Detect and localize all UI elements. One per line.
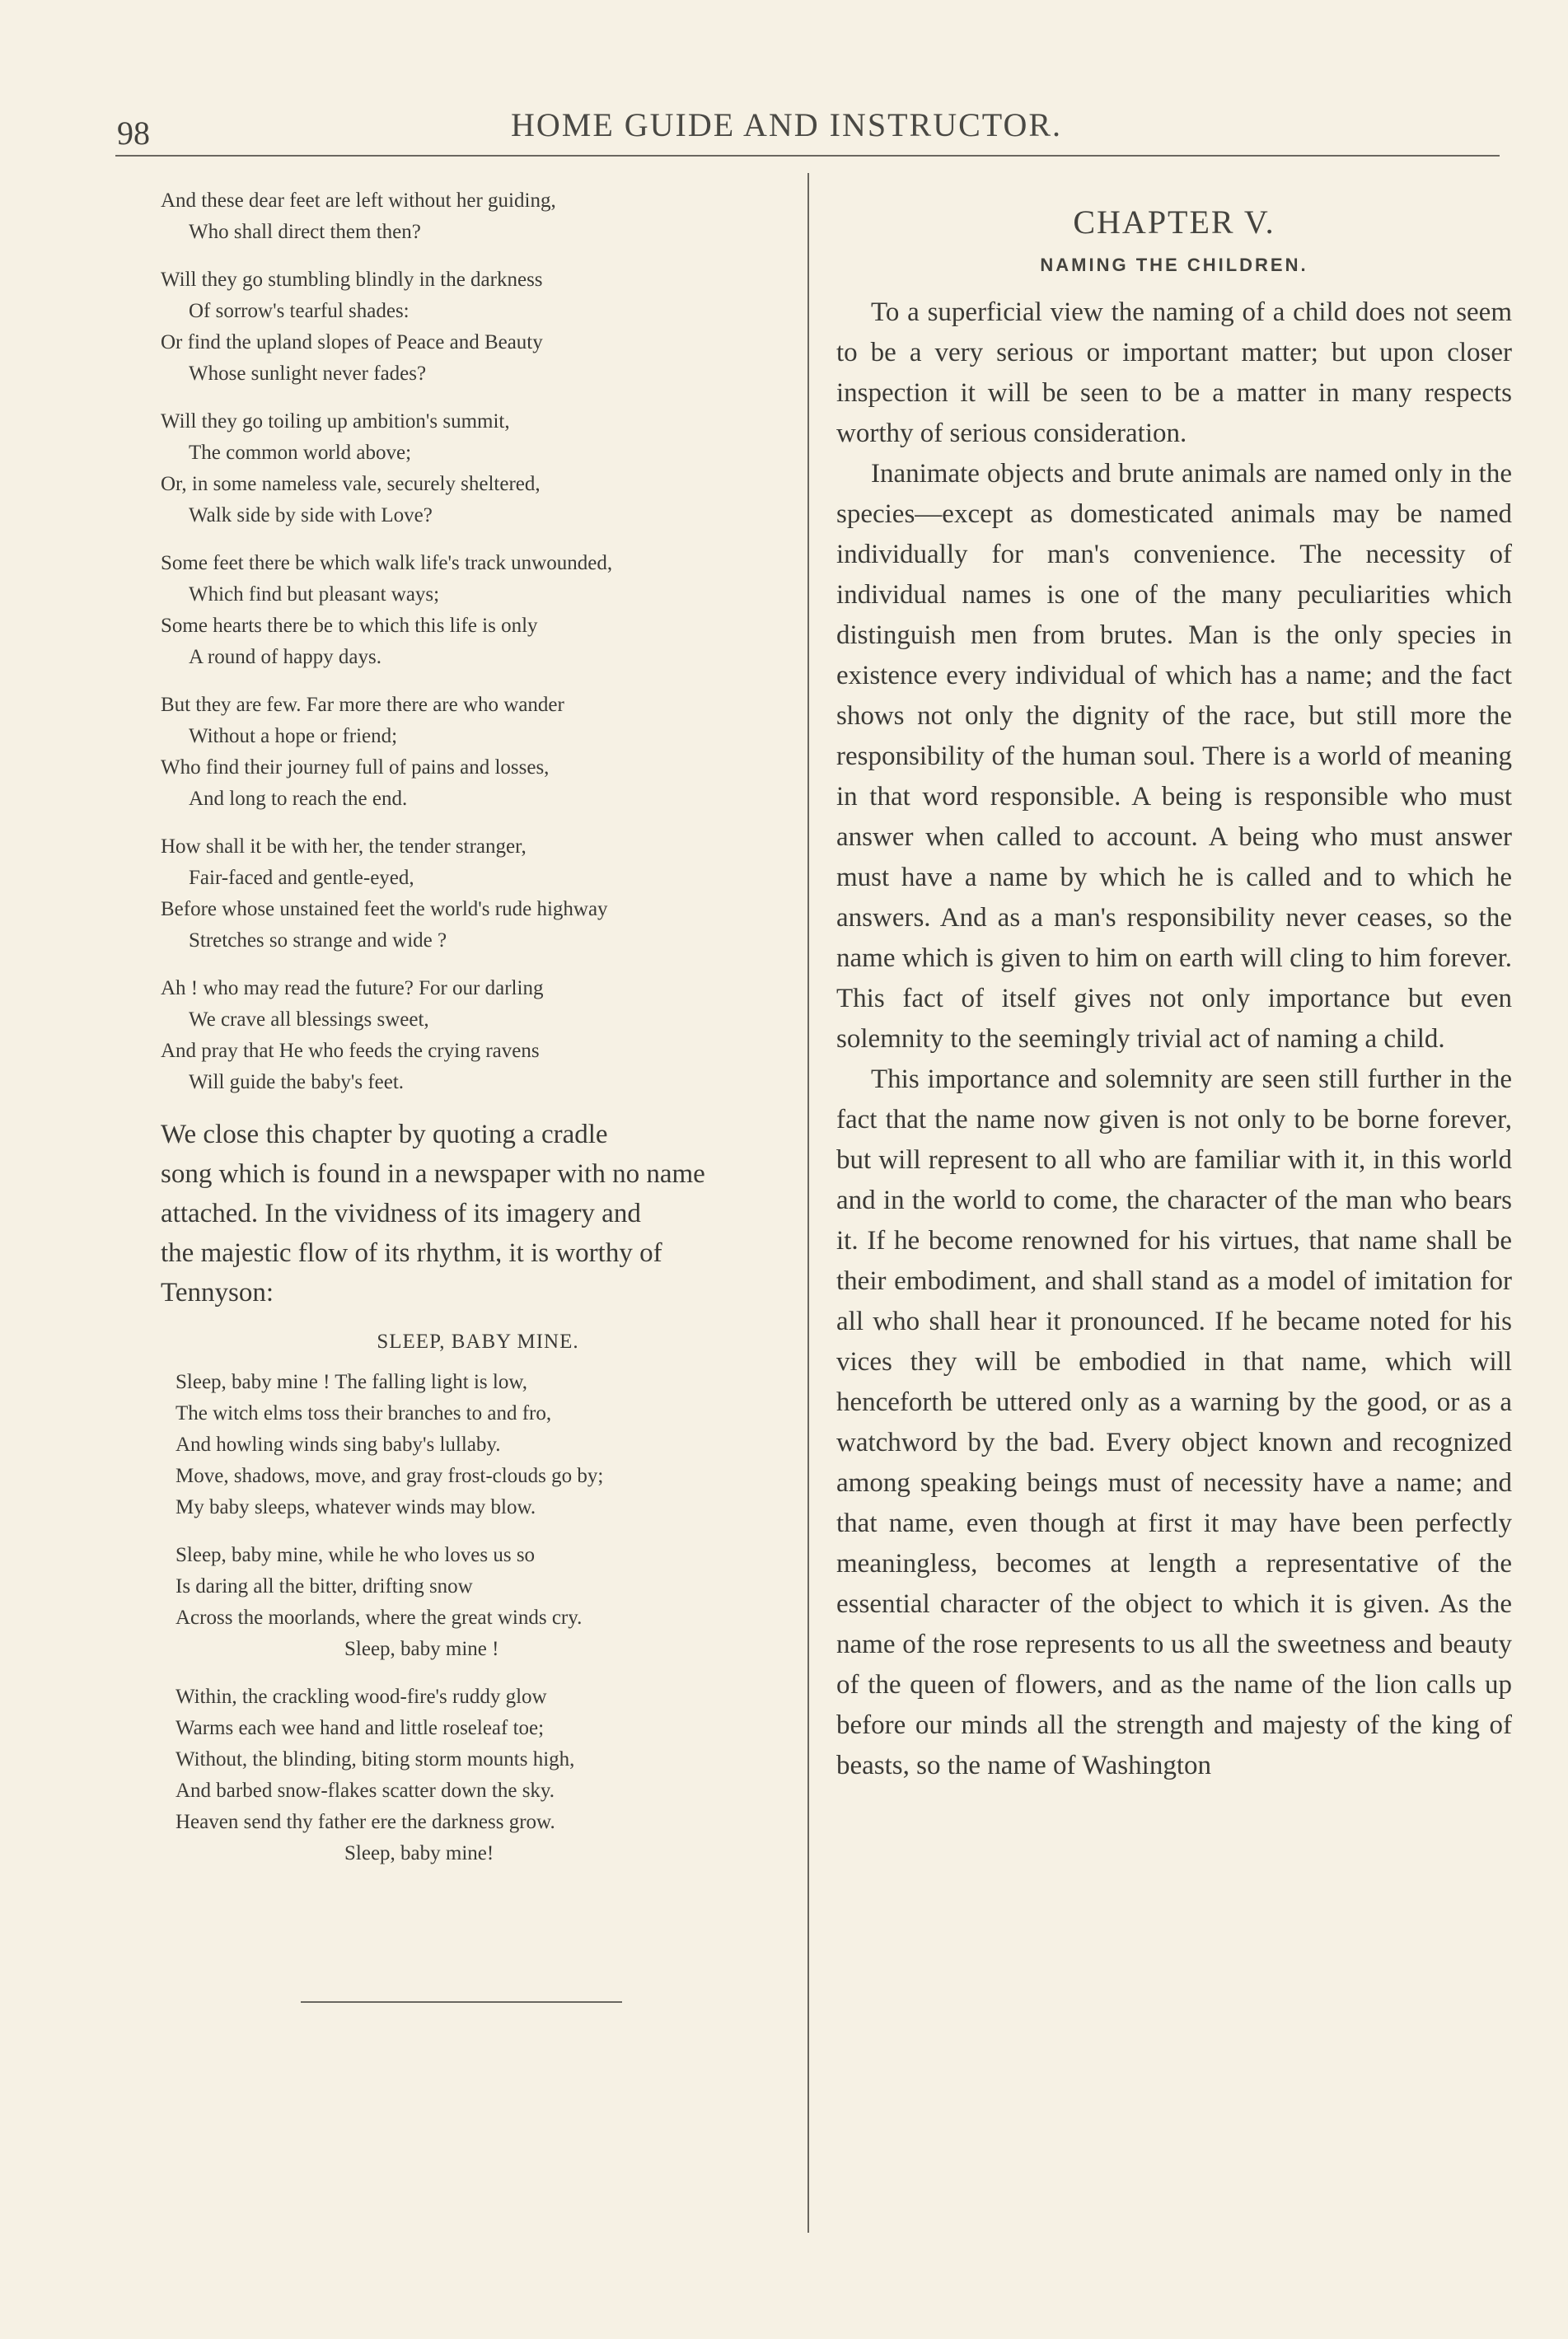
column-divider bbox=[807, 173, 809, 2233]
poem-line: But they are few. Far more there are who wander bbox=[161, 694, 564, 716]
song-line: Without, the blinding, biting storm mounts high, bbox=[176, 1748, 575, 1771]
poem-line: Before whose unstained feet the world's rude highway bbox=[161, 898, 608, 920]
poem-line: Will guide the baby's feet. bbox=[189, 1071, 405, 1093]
header-rule bbox=[115, 155, 1500, 157]
poem-line: The common world above; bbox=[189, 442, 412, 464]
poem-line: Will they go toiling up ambition's summit, bbox=[161, 410, 510, 433]
poem-line: A round of happy days. bbox=[189, 646, 381, 668]
chapter-title: CHAPTER V. bbox=[1073, 203, 1275, 241]
running-title: HOME GUIDE AND INSTRUCTOR. bbox=[511, 106, 1063, 143]
song-stanza bbox=[176, 1540, 795, 1665]
song-stanza bbox=[176, 1367, 795, 1523]
song-line: Across the moorlands, where the great winds cry. bbox=[176, 1607, 583, 1629]
song-line: Heaven send thy father ere the darkness grow. bbox=[176, 1811, 555, 1833]
poem bbox=[161, 185, 795, 1098]
poem-line: Of sorrow's tearful shades: bbox=[189, 300, 410, 322]
song-line: Warms each wee hand and little roseleaf toe; bbox=[176, 1717, 545, 1739]
poem-stanza bbox=[161, 690, 795, 815]
chapter-body bbox=[836, 292, 1512, 1786]
song-title: SLEEP, BABY MINE. bbox=[377, 1331, 579, 1353]
song-line: The witch elms toss their branches to and fro, bbox=[176, 1402, 552, 1424]
right-column bbox=[836, 198, 1512, 1786]
song-line: Within, the crackling wood-fire's ruddy glow bbox=[176, 1686, 547, 1708]
song-line: Move, shadows, move, and gray frost-clouds go by; bbox=[176, 1465, 604, 1487]
poem-line: And long to reach the end. bbox=[189, 788, 408, 810]
song-line: Sleep, baby mine, while he who loves us so bbox=[176, 1544, 536, 1566]
poem-line: Some hearts there be to which this life is only bbox=[161, 615, 538, 637]
poem-line: Some feet there be which walk life's track unwounded, bbox=[161, 552, 613, 574]
poem-line: Or find the upland slopes of Peace and Beauty bbox=[161, 331, 543, 353]
song-line: Sleep, baby mine ! The falling light is low, bbox=[176, 1371, 528, 1393]
song-line: My baby sleeps, whatever winds may blow. bbox=[176, 1496, 536, 1518]
intro-line: the majestic flow of its rhythm, it is worthy of bbox=[161, 1238, 662, 1268]
left-column bbox=[161, 185, 795, 2003]
paragraph: Inanimate objects and brute animals are named only in the species—except as domesticated animals may be named individually for man's convenience. The necessity of individual names is one of the many peculiarities which distinguish men from brutes. Man is the only species in existence every individual of which has a name; and the fact shows not only the dignity of the race, but still more the responsibility of the human soul. There is a world of meaning in that word responsible. A being is responsible who must answer when called to account. A being who must answer must have a name by which he is called and to which he answers. And as a man's responsibility never ceases, so the name which is given to him on earth will cling to him forever. This fact of itself gives not only importance but even solemnity to the seemingly trivial act of naming a child. bbox=[836, 459, 1512, 1054]
poem-line: Stretches so strange and wide ? bbox=[189, 929, 447, 952]
poem-line: How shall it be with her, the tender stranger, bbox=[161, 835, 527, 858]
poem-line: And these dear feet are left without her guiding, bbox=[161, 189, 556, 212]
intro-line: song which is found in a newspaper with no name bbox=[161, 1159, 705, 1189]
poem-stanza bbox=[161, 406, 795, 531]
poem-line: Walk side by side with Love? bbox=[189, 504, 433, 526]
poem-stanza bbox=[161, 548, 795, 673]
poem-line: And pray that He who feeds the crying ravens bbox=[161, 1040, 540, 1062]
poem-line: Will they go stumbling blindly in the darkness bbox=[161, 269, 543, 291]
intro-paragraph bbox=[161, 1115, 795, 1312]
poem-stanza bbox=[161, 973, 795, 1098]
song-line: And howling winds sing baby's lullaby. bbox=[176, 1434, 501, 1456]
intro-line: Tennyson: bbox=[161, 1278, 274, 1308]
poem-stanza bbox=[161, 831, 795, 957]
poem-line: Ah ! who may read the future? For our darling bbox=[161, 977, 544, 999]
song-refrain: Sleep, baby mine ! bbox=[344, 1638, 499, 1660]
poem-stanza bbox=[161, 264, 795, 390]
intro-line: attached. In the vividness of its imagery and bbox=[161, 1199, 641, 1228]
cradle-song bbox=[161, 1367, 795, 1869]
song-line: And barbed snow-flakes scatter down the sky. bbox=[176, 1780, 555, 1802]
poem-line: We crave all blessings sweet, bbox=[189, 1008, 429, 1031]
poem-line: Fair-faced and gentle-eyed, bbox=[189, 867, 414, 889]
poem-line: Whose sunlight never fades? bbox=[189, 363, 427, 385]
song-stanza bbox=[176, 1682, 795, 1869]
paragraph: This importance and solemnity are seen still further in the fact that the name now given is not only to be borne forever, but will represent to all who are familiar with it, in this world and in the world to come, the character of the man who bears it. If he become renowned for his virtues, that name shall be their embodiment, and shall stand as a model of imitation for all who shall hear it pronounced. If he became noted for his vices they will be embodied in that name, which will henceforth be uttered only as a warning by the good, or as a watchword by the bad. Every object known and recognized among speaking beings must of necessity have a name; and that name, even though at first it may have been perfectly meaningless, becomes at length a representative of the essential character of the object to which it is given. As the name of the rose represents to us all the sweetness and beauty of the queen of flowers, and as the name of the lion calls up before our minds all the strength and majesty of the king of beasts, so the name of Washington bbox=[836, 1064, 1512, 1780]
poem-line: Who shall direct them then? bbox=[189, 221, 421, 243]
poem-line: Or, in some nameless vale, securely sheltered, bbox=[161, 473, 541, 495]
poem-line: Who find their journey full of pains and losses, bbox=[161, 756, 550, 779]
poem-stanza bbox=[161, 185, 795, 248]
intro-line: We close this chapter by quoting a cradle bbox=[161, 1120, 608, 1149]
poem-line: Without a hope or friend; bbox=[189, 725, 398, 747]
page-number: 98 bbox=[117, 115, 150, 152]
song-refrain: Sleep, baby mine! bbox=[344, 1842, 494, 1864]
paragraph: To a superficial view the naming of a child does not seem to be a very serious or important matter; but upon closer inspection it will be seen to be a matter in many respects worthy of serious consideration. bbox=[836, 297, 1512, 448]
end-rule bbox=[301, 2001, 622, 2003]
chapter-subtitle: NAMING THE CHILDREN. bbox=[1040, 255, 1308, 275]
poem-line: Which find but pleasant ways; bbox=[189, 583, 440, 606]
song-line: Is daring all the bitter, drifting snow bbox=[176, 1575, 473, 1598]
